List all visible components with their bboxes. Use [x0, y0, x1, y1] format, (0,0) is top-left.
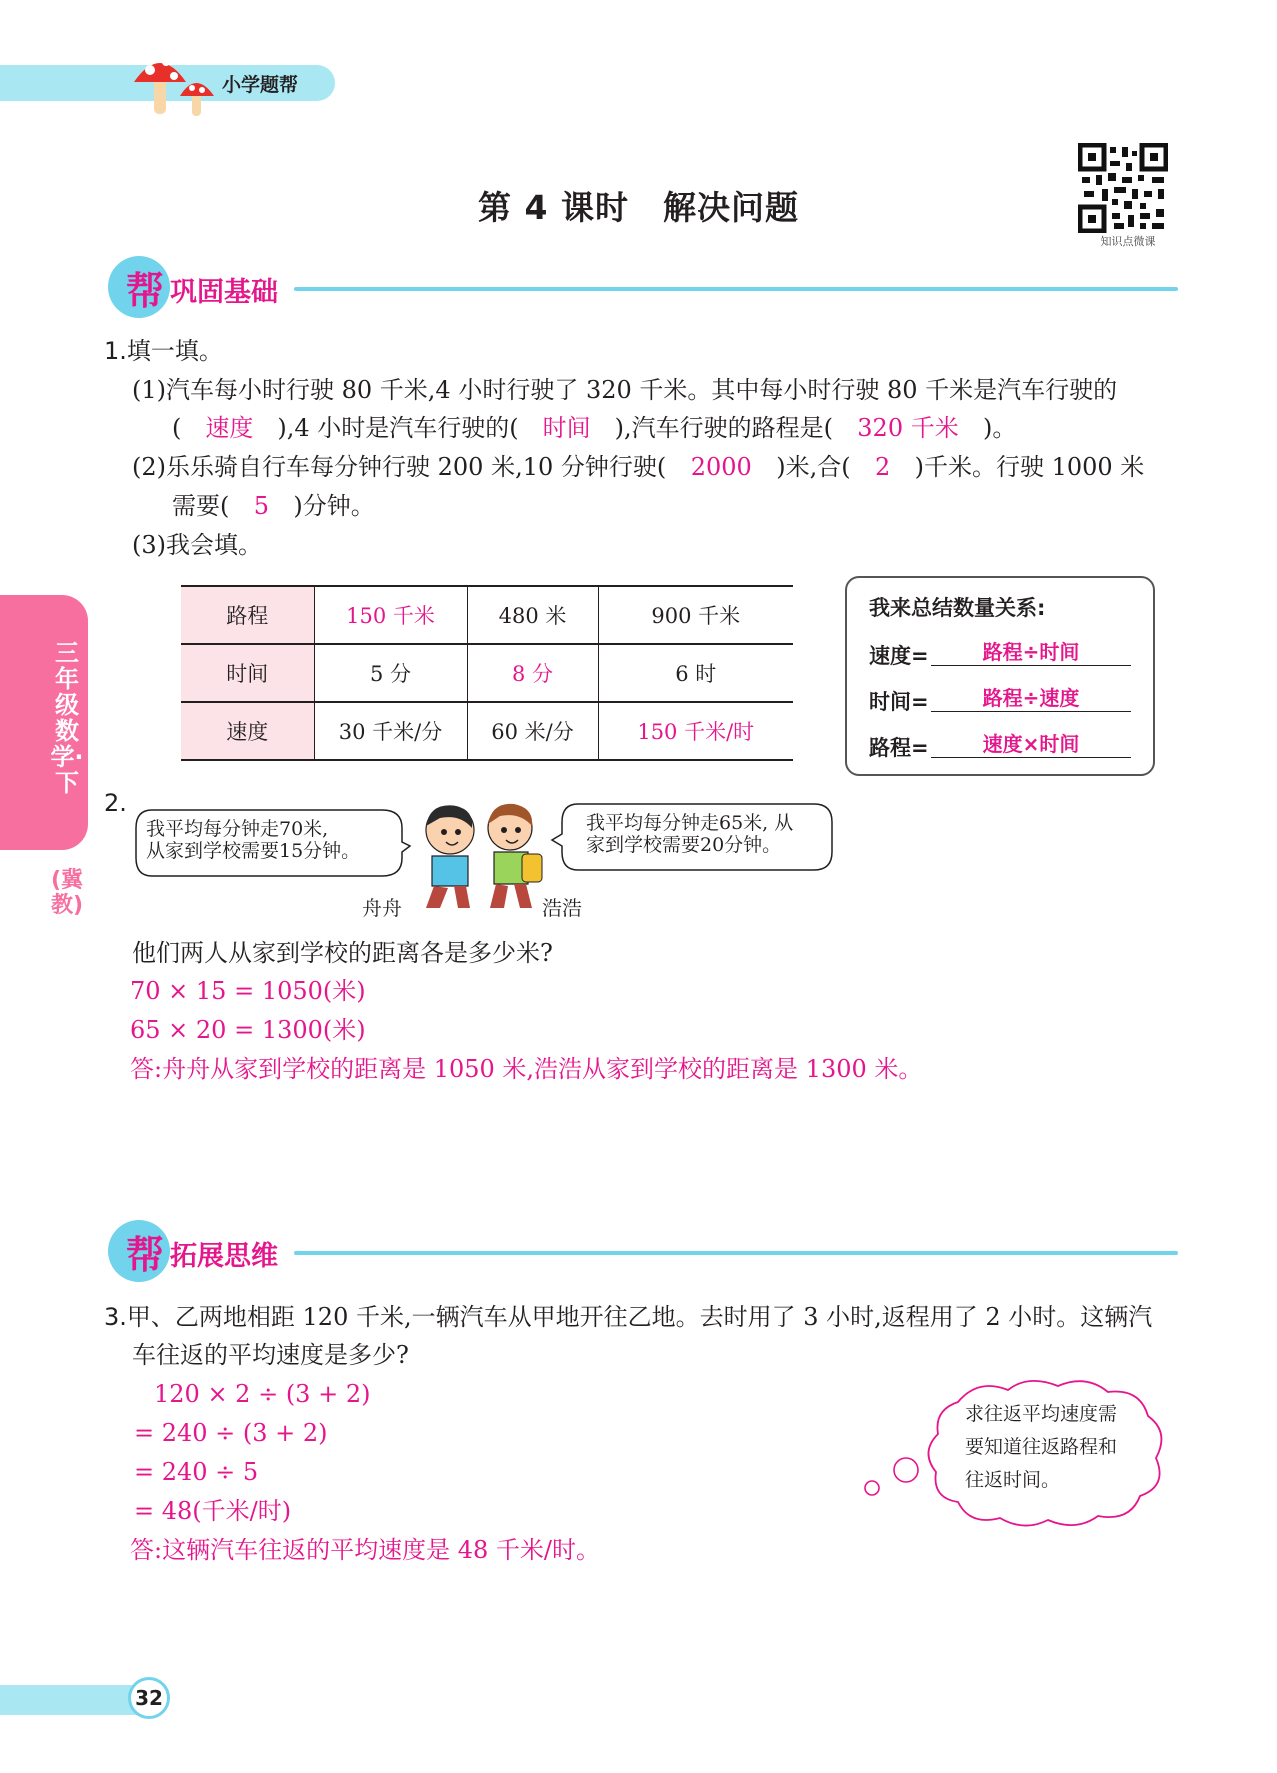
lesson-title: 第 4 课时 解决问题 — [478, 188, 799, 227]
table-cell: 30 千米/分 — [314, 702, 467, 760]
speed-table — [181, 585, 793, 761]
q1-part1-text-d: )。 — [983, 414, 1017, 442]
q3-answer: 答:这辆汽车往返的平均速度是 48 千米/时。 — [130, 1536, 600, 1564]
q2-answer: 答:舟舟从家到学校的距离是 1050 米,浩浩从家到学校的距离是 1300 米。 — [130, 1055, 923, 1083]
q1-prompt: 填一填。 — [126, 337, 223, 365]
section-header-expand — [108, 1220, 1178, 1280]
q1-part1-text-c: ),汽车行驶的路程是( — [614, 414, 833, 442]
q1-part3-line — [132, 528, 262, 562]
side-tab-grade: 三年级数学·下 — [50, 639, 84, 797]
q1-number: 1. — [104, 337, 127, 365]
q3-work2: = 240 ÷ (3 + 2) — [134, 1419, 328, 1447]
summary-speed-answer: 路程÷时间 — [931, 636, 1131, 666]
q3-work1: 120 × 2 ÷ (3 + 2) — [154, 1380, 371, 1408]
table-cell: 480 米 — [467, 586, 598, 644]
summary-distance-answer: 速度×时间 — [931, 728, 1131, 758]
summary-distance-label: 路程= — [869, 736, 929, 760]
q2-work1: 70 × 15 = 1050(米) — [130, 977, 366, 1005]
q2-number: 2. — [104, 789, 127, 817]
q1-part2-text-c: )千米。行驶 1000 米 — [914, 453, 1145, 481]
summary-time-answer: 路程÷速度 — [931, 682, 1131, 712]
brand-name: 小学题帮 — [222, 74, 299, 96]
q1-part2-text-a: 乐乐骑自行车每分钟行驶 200 米,10 分钟行驶( — [166, 453, 667, 481]
bubble-right-line1: 我平均每分钟走65米, 从 — [586, 812, 794, 834]
section-bang: 帮 — [126, 269, 165, 313]
q3-text2: 车往返的平均速度是多少? — [132, 1341, 409, 1369]
answer-2: 2 — [874, 453, 891, 481]
answer-2000: 2000 — [690, 453, 752, 481]
q1-part1-text-b: ),4 小时是汽车行驶的( — [277, 414, 519, 442]
answer-5: 5 — [253, 492, 270, 520]
table-cell: 6 时 — [598, 644, 793, 702]
table-row — [181, 644, 793, 702]
q1-part2-text-b: )米,合( — [776, 453, 851, 481]
qr-code-icon — [1078, 143, 1168, 233]
q1-part3-label: (3) — [132, 531, 166, 559]
table-cell: 8 分 — [467, 644, 598, 702]
q2-work2: 65 × 20 = 1300(米) — [130, 1016, 366, 1044]
table-row-label: 路程 — [181, 586, 314, 644]
q1-part3-text: 我会填。 — [166, 531, 262, 559]
summary-speed-label: 速度= — [869, 644, 929, 668]
table-row-label: 速度 — [181, 702, 314, 760]
q1-part1-text: 汽车每小时行驶 80 千米,4 小时行驶了 320 千米。其中每小时行驶 80 千米是汽车行驶的 — [166, 376, 1118, 404]
section-label: 拓展思维 — [170, 1241, 278, 1272]
section-header-basics — [108, 256, 1178, 316]
bubble-right-line2: 家到学校需要20分钟。 — [586, 834, 782, 856]
q1-part2-text-e: )分钟。 — [293, 492, 375, 520]
q1-paren: ( — [172, 414, 182, 442]
answer-time: 时间 — [542, 414, 591, 442]
q3-line1 — [104, 1300, 1152, 1334]
bubble-left-line2: 从家到学校需要15分钟。 — [146, 840, 361, 862]
hint-text — [965, 1398, 1117, 1497]
qr-caption: 知识点微课 — [1100, 235, 1156, 248]
section-rule — [294, 1251, 1178, 1255]
section-label: 巩固基础 — [170, 277, 278, 308]
bubble-left-line1: 我平均每分钟走70米, — [146, 818, 329, 840]
q1-part2-line1 — [132, 450, 1144, 484]
answer-distance: 320 千米 — [857, 414, 959, 442]
mushroom-logo-icon — [130, 48, 220, 120]
q1-part2-line2 — [172, 489, 375, 523]
side-tab-edition: (冀教) — [50, 868, 84, 918]
table-row — [181, 702, 793, 760]
summary-box — [845, 576, 1155, 776]
q3-text1: 甲、乙两地相距 120 千米,一辆汽车从甲地开往乙地。去时用了 3 小时,返程用了 2 小时。这辆汽 — [126, 1303, 1153, 1331]
answer-speed: 速度 — [205, 414, 254, 442]
q3-work4: = 48(千米/时) — [134, 1497, 292, 1525]
hint-line1: 求往返平均速度需 — [965, 1403, 1118, 1425]
q1-part1-line2 — [172, 411, 1016, 445]
table-row — [181, 586, 793, 644]
q1-heading — [104, 334, 223, 368]
table-cell: 900 千米 — [598, 586, 793, 644]
table-cell: 60 米/分 — [467, 702, 598, 760]
section-rule — [294, 287, 1178, 291]
q1-part2-label: (2) — [132, 453, 166, 481]
table-cell: 150 千米 — [314, 586, 467, 644]
name-haohao: 浩浩 — [542, 896, 582, 920]
table-cell: 5 分 — [314, 644, 467, 702]
hint-line2: 要知道往返路程和 — [965, 1436, 1118, 1458]
q2-question: 他们两人从家到学校的距离各是多少米? — [132, 939, 553, 967]
section-bang: 帮 — [126, 1233, 165, 1277]
table-cell: 150 千米/时 — [598, 702, 793, 760]
hint-line3: 往返时间。 — [965, 1469, 1061, 1491]
page-number: 32 — [128, 1677, 170, 1719]
q3-number: 3. — [104, 1303, 127, 1331]
name-zhouzhou: 舟舟 — [362, 896, 402, 920]
summary-time-label: 时间= — [869, 690, 929, 714]
q1-part1-label: (1) — [132, 376, 166, 404]
two-boys-illustration-icon — [410, 800, 550, 920]
summary-heading: 我来总结数量关系: — [869, 596, 1046, 620]
table-row-label: 时间 — [181, 644, 314, 702]
q3-work3: = 240 ÷ 5 — [134, 1458, 259, 1486]
q1-part1-line1 — [132, 373, 1117, 407]
q1-part2-text-d: 需要( — [172, 492, 230, 520]
